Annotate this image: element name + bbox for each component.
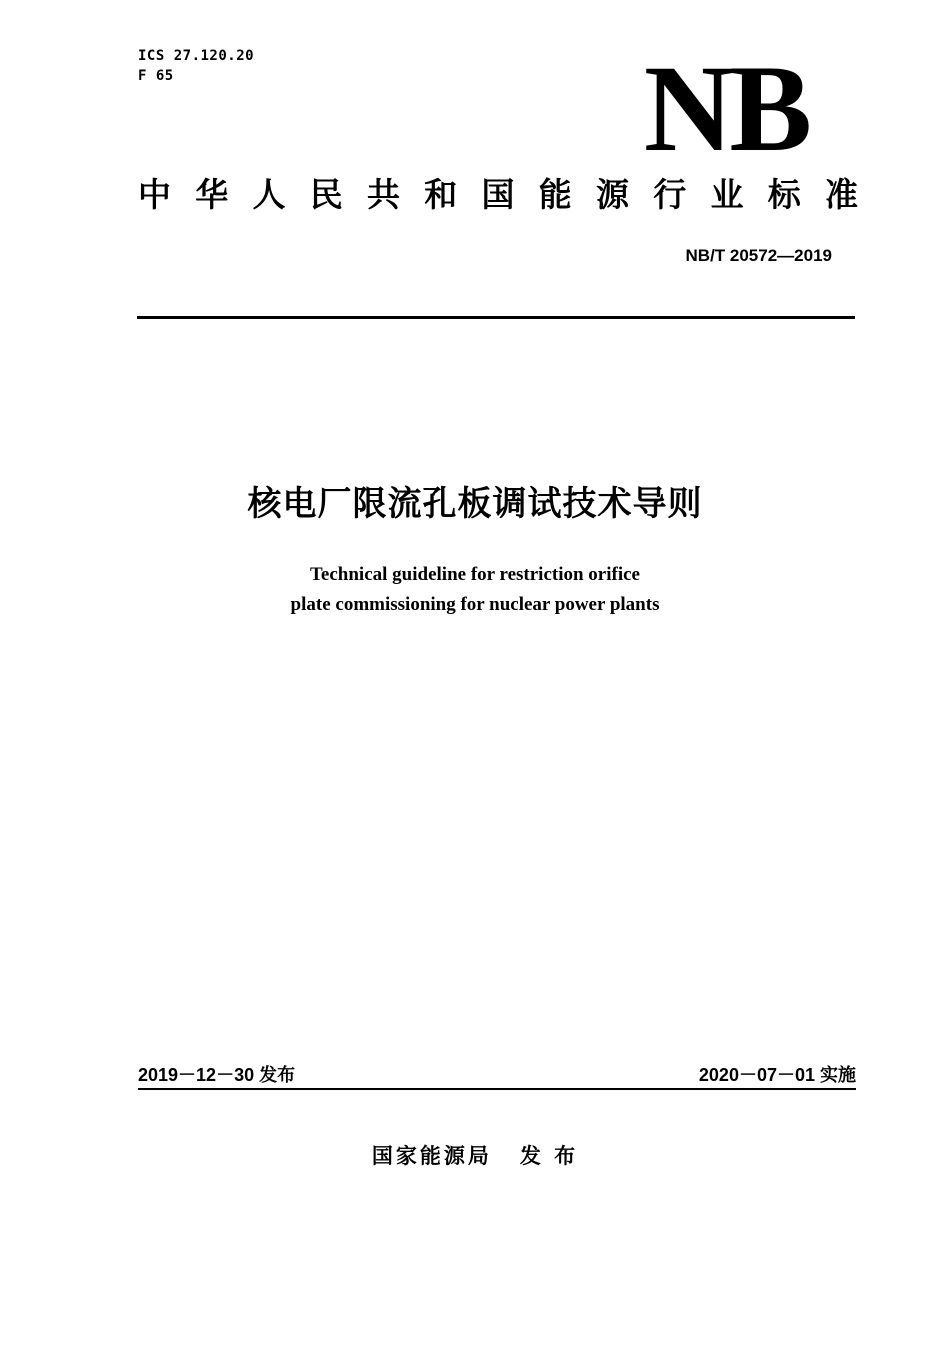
standard-name-char: 民 [309, 175, 343, 214]
standard-name-char: 国 [481, 175, 515, 214]
standard-name-char: 中 [138, 175, 171, 214]
header-divider [137, 316, 855, 319]
ics-code: ICS 27.120.20 [138, 48, 255, 64]
title-en-line-1: Technical guideline for restriction orifice [310, 564, 640, 585]
ccs-code: F 65 [138, 68, 174, 84]
standard-name-char: 源 [596, 175, 629, 214]
standard-number: NB/T 20572—2019 [685, 246, 832, 265]
standard-name-char: 共 [367, 175, 400, 214]
standard-name-char: 业 [710, 175, 744, 214]
issue-date: 2019－12－30 发布 [138, 1062, 295, 1088]
standard-name-char: 准 [825, 175, 858, 214]
standard-name-char: 和 [424, 175, 458, 214]
issuer-org: 国家能源局 [371, 1144, 492, 1168]
issuer-action: 发 布 [519, 1144, 579, 1168]
document-title-cn: 核电厂限流孔板调试技术导则 [247, 484, 703, 524]
standard-name-char: 人 [252, 175, 286, 214]
title-en-line-2: plate commissioning for nuclear power plants [290, 594, 660, 615]
standard-name-char: 华 [195, 175, 229, 214]
implementation-date: 2020－07－01 实施 [699, 1062, 856, 1088]
nb-logo: NB [643, 40, 809, 177]
date-bar [138, 1062, 856, 1090]
issuer [0, 1140, 950, 1172]
standard-name-char: 行 [653, 175, 687, 214]
classification-codes [138, 46, 254, 86]
standard-name-char: 能 [538, 175, 572, 214]
document-title-en [0, 560, 950, 620]
standard-name-char: 标 [767, 175, 801, 214]
standard-category-name [138, 172, 858, 218]
